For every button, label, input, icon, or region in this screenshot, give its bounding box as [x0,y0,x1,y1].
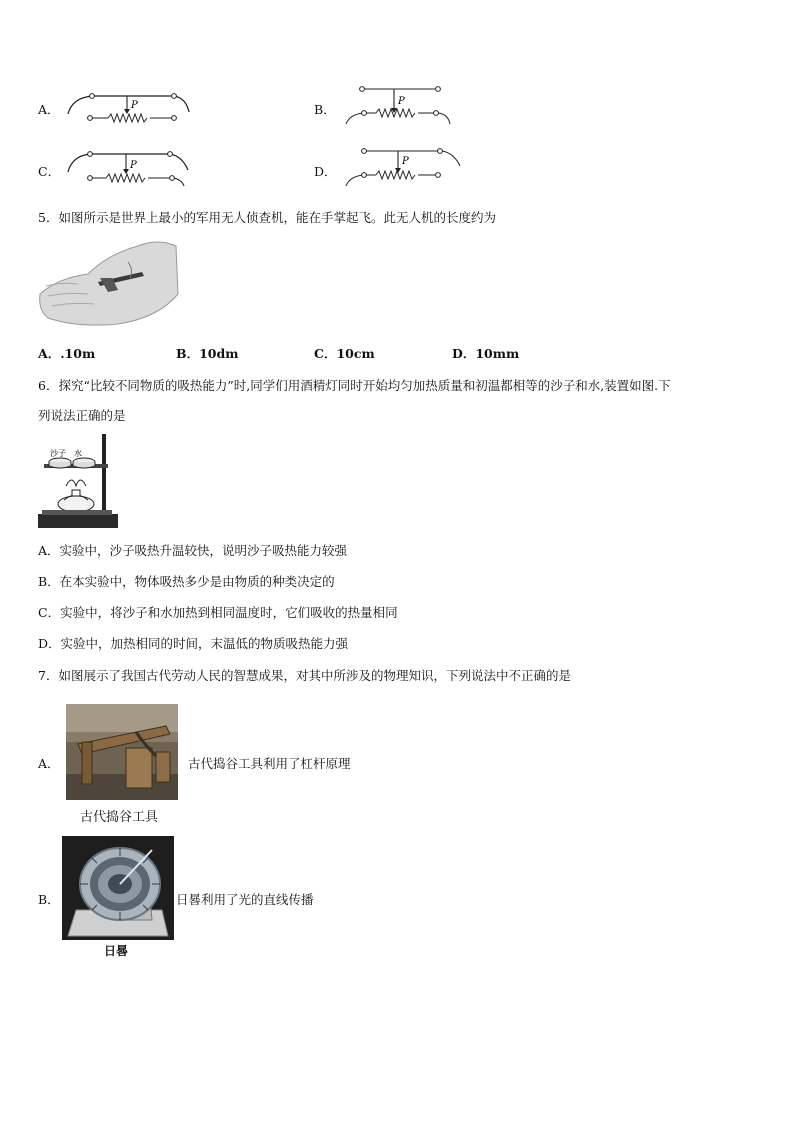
q6-stem-line1: 6．探究“比较不同物质的吸热能力”时,同学们用酒精灯同时开始均匀加热质量和初温都相等的沙子和水,装置如图.下 [38,378,671,393]
q4-option-d-circuit [342,144,472,190]
q6-option-b: B．在本实验中，物体吸热多少是由物质的种类决定的 [38,574,335,589]
q7-stem: 7．如图展示了我国古代劳动人民的智慧成果，对其中所涉及的物理知识，下列说法中不正确的是 [38,668,571,683]
q6-option-c: C．实验中，将沙子和水加热到相同温度时，它们吸收的热量相同 [38,605,398,620]
q4-option-c-label: C． [38,164,61,179]
q6-apparatus-figure [36,430,120,530]
q5-option-d: D．10mm [452,346,520,361]
q4-option-a-label: A． [38,102,60,117]
q6-option-d: D．实验中，加热相同的时间，末温低的物质吸热能力强 [38,636,349,651]
q6-sand-label: 沙子 [50,449,66,458]
q5-option-a: A．.10m [38,346,96,361]
q5-stem: 5．如图所示是世界上最小的军用无人侦查机，能在手掌起飞。此无人机的长度约为 [38,210,496,225]
q7-option-a-caption: 古代捣谷工具 [80,809,159,824]
q4-c-p: P [130,160,137,171]
q6-stem-line2: 列说法正确的是 [38,408,126,423]
q7-option-b-text: 日晷利用了光的直线传播 [176,892,314,907]
q5-option-b: B．10dm [176,346,239,361]
q7-option-b-caption: 日晷 [104,944,129,958]
q7-sundial-image [62,836,174,940]
q4-option-b-circuit [342,82,472,128]
q5-option-c: C．10cm [314,346,375,361]
q6-water-label: 水 [74,449,82,458]
q4-option-d-label: D． [314,164,337,179]
q4-option-c-circuit [64,146,194,190]
q4-option-b-label: B． [314,102,336,117]
q4-b-p: P [398,96,405,107]
q7-option-b-label: B． [38,892,60,907]
q7-option-a-text: 古代捣谷工具利用了杠杆原理 [188,756,351,771]
q6-option-a: A．实验中，沙子吸热升温较快，说明沙子吸热能力较强 [38,543,348,558]
q4-d-p: P [402,156,409,167]
q7-option-a-label: A． [38,756,60,771]
q5-drone-hand-image [38,234,180,330]
q4-a-p: P [131,100,138,111]
q4-option-a-circuit [64,86,194,126]
q7-pounding-tool-image [66,704,178,800]
